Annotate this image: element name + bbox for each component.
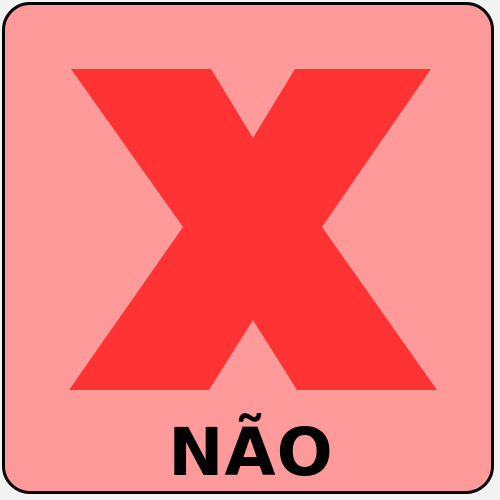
x-mark-shape — [69, 69, 437, 390]
no-label: NÃO — [168, 414, 334, 491]
no-card[interactable] — [2, 2, 494, 494]
